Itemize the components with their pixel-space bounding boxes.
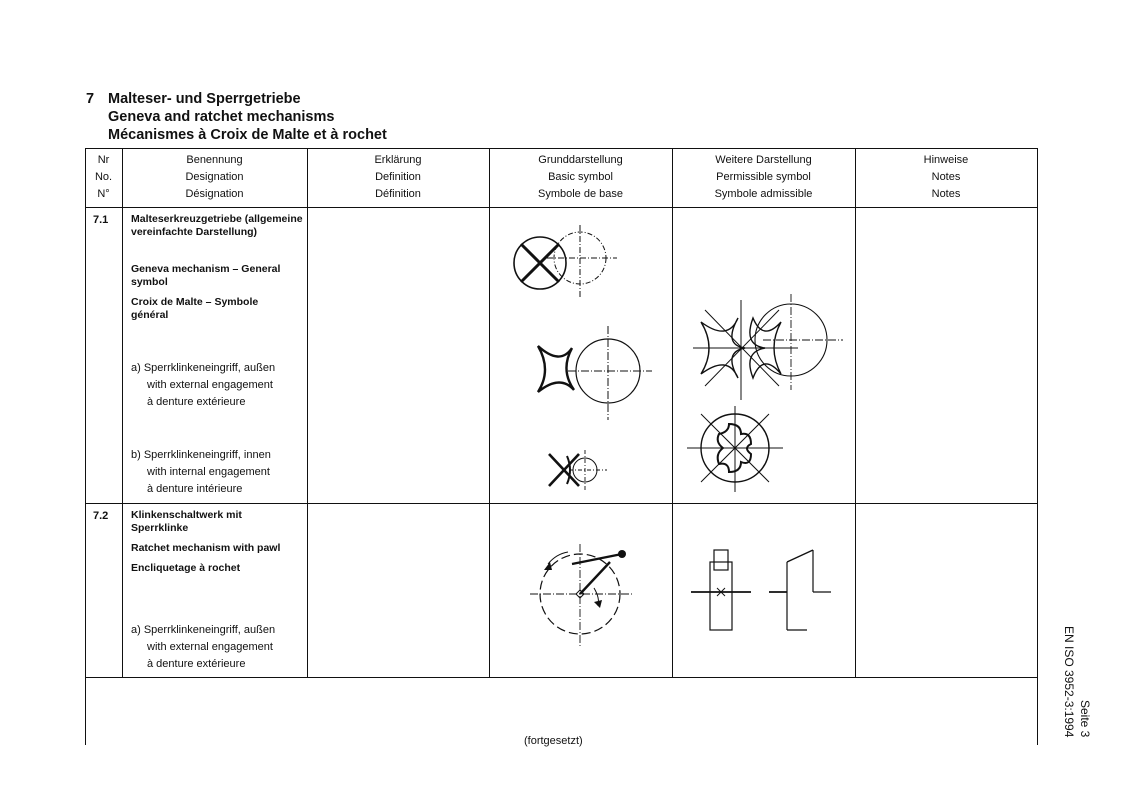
- geneva-external-permissible-symbol: [683, 290, 848, 410]
- row-sub-b: b) Sperrklinkeneingriff, innen with internal engagement à denture intérieure: [131, 449, 271, 495]
- geneva-external-symbol: [530, 326, 655, 421]
- ratchet-permissible-symbol: [685, 540, 835, 635]
- row-number: 7.2: [93, 510, 109, 522]
- standard-number: EN ISO 3952-3:1994: [1062, 626, 1076, 738]
- section-title-de: Malteser- und Sperrgetriebe: [108, 91, 301, 107]
- row-title-de: Malteserkreuzgetriebe (allgemeine vereinfachte Darstellung): [131, 213, 303, 238]
- page-number: Seite 3: [1078, 700, 1092, 738]
- ratchet-basic-symbol: [520, 540, 635, 650]
- col-header-permissible-symbol: Weitere Darstellung Permissible symbol Symbole admissible: [714, 154, 813, 200]
- section-number: 7: [86, 91, 95, 107]
- section-title-fr: Mécanismes à Croix de Malte et à rochet: [108, 127, 387, 143]
- geneva-general-symbol: [505, 220, 635, 300]
- continued-note: (fortgesetzt): [524, 735, 583, 747]
- col-header-basic-symbol: Grunddarstellung Basic symbol Symbole de base: [538, 154, 623, 200]
- geneva-internal-permissible-symbol: [685, 404, 785, 494]
- geneva-internal-symbol: [545, 442, 615, 492]
- col-header-definition: Erklärung Definition Définition: [374, 154, 422, 200]
- row-number: 7.1: [93, 214, 109, 226]
- page-sidebar: [1062, 626, 1092, 744]
- row-sub-a: a) Sperrklinkeneingriff, außen with external engagement à denture extérieure: [131, 624, 276, 670]
- section-title-en: Geneva and ratchet mechanisms: [108, 109, 335, 125]
- col-header-designation: Benennung Designation Désignation: [185, 154, 244, 200]
- col-header-notes: Hinweise Notes Notes: [923, 154, 969, 200]
- row-title-fr: Croix de Malte – Symbole général: [131, 296, 259, 321]
- row-title-de: Klinkenschaltwerk mit Sperrklinke: [131, 509, 242, 534]
- row-sub-a: a) Sperrklinkeneingriff, außen with external engagement à denture extérieure: [131, 362, 276, 408]
- col-header-nr: Nr No. N°: [94, 154, 113, 200]
- row-title-en: Ratchet mechanism with pawl: [131, 542, 281, 554]
- row-title-en: Geneva mechanism – General symbol: [131, 263, 281, 288]
- row-title-fr: Encliquetage à rochet: [131, 562, 241, 574]
